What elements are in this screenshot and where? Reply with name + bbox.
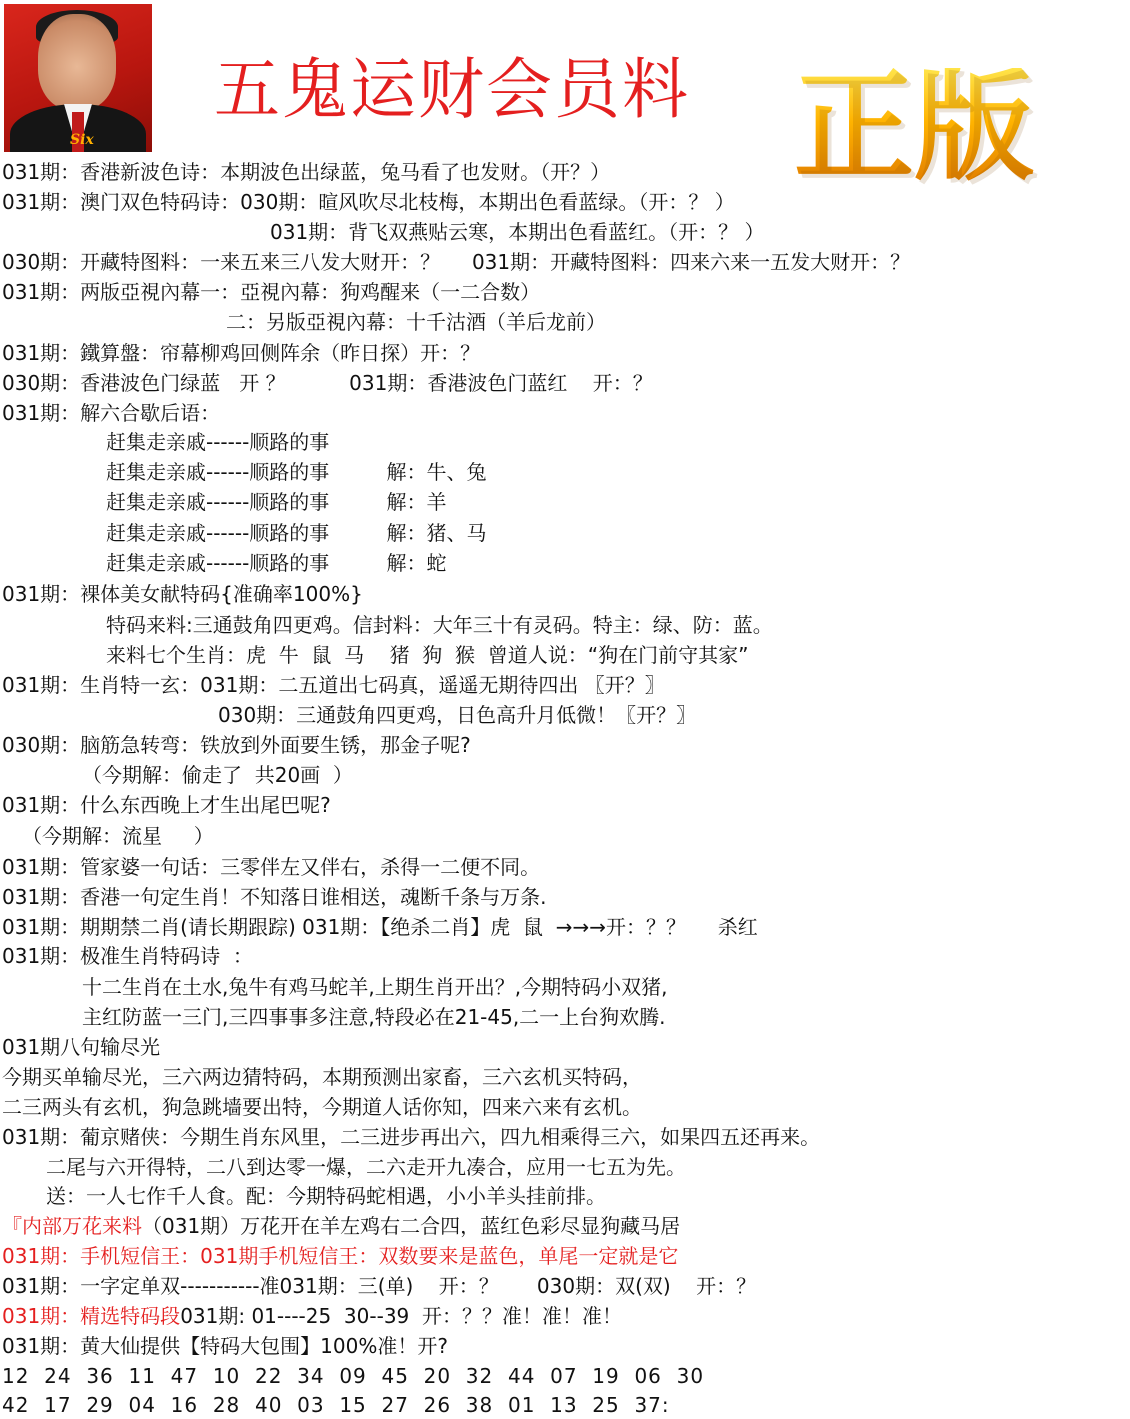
line-zodiac-poem-1: 十二生肖在土水,兔牛有鸡马蛇羊,上期生肖开出？,今期特码小双猪, [82, 975, 668, 999]
line-lisboa-1: 031期：葡京赌侠：今期生肖东风里，二三进步再出六，四九相乘得三六，如果四五还再来。 [2, 1125, 821, 1149]
line-seven-zodiac: 来料七个生肖：虎 牛 鼠 马 猪 狗 猴 曾道人说：“狗在门前守其家” [106, 643, 749, 667]
line-eight-sentences-title: 031期八句输尽光 [2, 1035, 161, 1059]
line-naked-beauty: 031期：裸体美女献特码{准确率100%} [2, 582, 363, 606]
line-hk-color-poem: 031期：香港新波色诗：本期波色出绿蓝，兔马看了也发财。（开？） [2, 160, 611, 184]
line-atv-inside-1: 031期：两版亞視內幕一：亞視內幕：狗鸡醒来（一二合数） [2, 280, 541, 304]
page-title: 五鬼运财会员料 [214, 51, 690, 128]
line-zodiac-mystery-030: 030期：三通鼓角四更鸡，日色高升月低微！〖开？〗 [218, 703, 697, 727]
line-xiehouyu-4: 赶集走亲戚------顺路的事 解：猪、马 [106, 521, 487, 545]
wanhua-text: （031期）万花开在羊左鸡右二合四，蓝红色彩尽显狗藏马居 [142, 1214, 681, 1238]
line-zodiac-poem-2: 主红防蓝一三门,三四事事多注意,特段必在21-45,二一上台狗欢腾. [82, 1005, 666, 1029]
wanhua-label: 『内部万花来料 [2, 1214, 142, 1238]
line-riddle-answer: （今期解：流星 ） [22, 824, 214, 848]
line-selected-range [2, 1304, 622, 1328]
line-macau-poem-030: 031期：澳门双色特码诗：030期：暄风吹尽北枝梅，本期出色看蓝绿。（开：？ ） [2, 190, 735, 214]
line-atv-inside-2: 二：另版亞視內幕：十千沽酒（羊后龙前） [226, 310, 606, 334]
line-xiehouyu-3: 赶集走亲戚------顺路的事 解：羊 [106, 490, 447, 514]
line-xiehouyu-title: 031期：解六合歇后语： [2, 401, 221, 425]
line-tema-source: 特码来料:三通鼓角四更鸡。信封料：大年三十有灵码。特主：绿、防：蓝。 [106, 613, 773, 637]
line-hk-color-gate: 030期：香港波色门绿蓝 开 ？ 031期：香港波色门蓝红 开：？ [2, 371, 653, 395]
line-lisboa-2: 二尾与六开得特，二八到达零一爆，二六走开九凑合，应用一七五为先。 [46, 1155, 686, 1179]
line-eight-sentences-1: 今期买单输尽光，三六两边猜特码，本期预测出家畜，三六玄机买特码， [2, 1065, 642, 1089]
line-number-row-2: 42 17 29 04 16 28 40 03 15 27 26 38 01 13 25 37: [2, 1393, 670, 1417]
line-macau-poem-031: 031期：背飞双燕贴云寒，本期出色看蓝红。（开：？ ） [270, 220, 765, 244]
line-huang-daxian: 031期：黄大仙提供【特码大包围】100%准！开? [2, 1334, 448, 1358]
line-eight-sentences-2: 二三两头有玄机，狗急跳墙要出特，今期道人话你知，四来六来有玄机。 [2, 1095, 642, 1119]
selected-range-label: 031期：精选特码段 [2, 1304, 181, 1328]
genuine-stamp: 正版 [794, 58, 1034, 197]
line-abacus: 031期：鐵算盤：帘幕柳鸡回侧阵余（昨日探）开：？ [2, 341, 481, 365]
line-xiehouyu-5: 赶集走亲戚------顺路的事 解：蛇 [106, 551, 447, 575]
line-kaicang: 030期：开藏特图料：一来五来三八发大财开：？ 031期：开藏特图料：四来六来一五发大财开：？ [2, 250, 911, 274]
photo-logo: Six [70, 132, 94, 148]
line-xiehouyu-2: 赶集走亲戚------顺路的事 解：牛、兔 [106, 460, 487, 484]
selected-range-text: 031期: 01----25 30--39 开：？？准！准！准！ [180, 1304, 622, 1328]
line-brain-teaser-answer: （今期解：偷走了 共20画 ） [82, 763, 353, 787]
line-riddle: 031期：什么东西晚上才生出尾巴呢? [2, 793, 331, 817]
line-ban-two-zodiac: 031期：期期禁二肖(请长期跟踪) 031期：【绝杀二肖】虎 鼠 →→→开：？？ 杀红 [2, 915, 758, 939]
line-xiehouyu-1: 赶集走亲戚------顺路的事 [106, 430, 330, 454]
line-sms-king: 031期：手机短信王：031期手机短信王：双数要来是蓝色，单尾一定就是它 [2, 1244, 679, 1268]
line-number-row-1: 12 24 36 11 47 10 22 34 09 45 20 32 44 07 19 06 30 [2, 1364, 705, 1388]
line-zodiac-mystery-031: 031期：生肖特一玄：031期：二五道出七码真，遥遥无期待四出 〖开？〗 [2, 673, 665, 697]
line-hk-one-sentence: 031期：香港一句定生肖！不知落日谁相送，魂断千条与万条. [2, 885, 547, 909]
line-odd-even: 031期：一字定单双-----------准031期：三(单) 开：？ 030期：双(双) 开：？ [2, 1274, 757, 1298]
line-brain-teaser: 030期：脑筋急转弯：铁放到外面要生锈，那金子呢? [2, 733, 471, 757]
line-housekeeper: 031期：管家婆一句话：三零伴左又伴右，杀得一二便不同。 [2, 855, 541, 879]
portrait-face [38, 14, 116, 110]
portrait-photo [4, 4, 152, 152]
line-wanhua [2, 1214, 680, 1238]
line-lisboa-3: 送：一人七作千人食。配：今期特码蛇相遇，小小羊头挂前排。 [46, 1184, 606, 1208]
line-zodiac-poem-title: 031期：极准生肖特码诗 ： [2, 944, 253, 968]
